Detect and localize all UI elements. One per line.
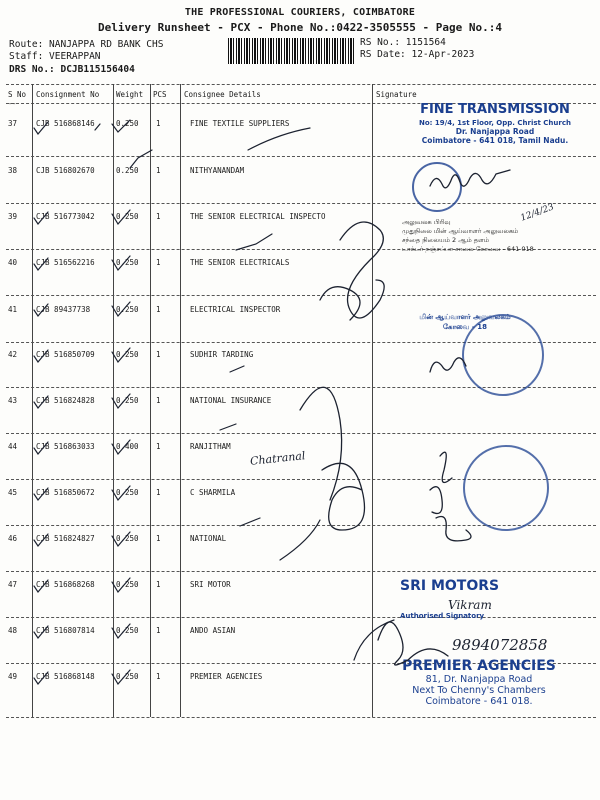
runsheet-title: Delivery Runsheet - PCX - Phone No.:0422-3505555 - Page No.:4	[98, 21, 502, 34]
drs-number: DRS No.: DCJB115156404	[9, 64, 135, 75]
row-pcs: 1	[156, 626, 161, 635]
row-consignment: CJB 516562216	[36, 258, 95, 267]
row-pcs: 1	[156, 119, 161, 128]
row-consignee: ELECTRICAL INSPECTOR	[190, 305, 281, 314]
col-signature: Signature	[376, 90, 417, 99]
stamp-line: அலுவலக பிரிவு	[402, 218, 451, 226]
signature	[320, 287, 360, 320]
tick-mark	[34, 304, 48, 316]
row-weight: 0.400	[116, 442, 139, 451]
row-sno: 44	[8, 442, 18, 451]
row-sno: 37	[8, 119, 18, 128]
col-consignee: Consignee Details	[184, 90, 261, 99]
row-consignee: NATIONAL	[190, 534, 227, 543]
row-consignee: PREMIER AGENCIES	[190, 672, 263, 681]
row-consignment: CJB 516850672	[36, 488, 95, 497]
signature	[340, 222, 384, 318]
tick-mark	[112, 532, 130, 546]
tick-mark	[34, 396, 48, 408]
signature	[322, 463, 365, 530]
stamp-line: Next To Chenny's Chambers	[412, 685, 546, 696]
tick-mark	[354, 620, 394, 660]
row-consignment: CJB 516824827	[36, 534, 95, 543]
tick-mark	[248, 128, 310, 150]
stamp-line: No: 19/4, 1st Floor, Opp. Christ Church	[419, 119, 571, 127]
stamp-line: Coimbatore - 641 018.	[425, 696, 533, 707]
handwritten-phone: 9894072858	[452, 636, 548, 654]
row-consignment: CJB 516802670	[36, 166, 95, 175]
row-pcs: 1	[156, 672, 161, 681]
tick-mark	[230, 366, 244, 372]
row-sno: 38	[8, 166, 18, 175]
tick-mark	[34, 258, 48, 270]
tick-mark	[34, 580, 48, 592]
row-weight: 0.250	[116, 534, 139, 543]
row-consignment: CJB 516773042	[36, 212, 95, 221]
row-pcs: 1	[156, 442, 161, 451]
tick-mark	[34, 534, 48, 546]
row-sno: 46	[8, 534, 18, 543]
tick-mark	[112, 256, 130, 270]
tick-mark	[240, 518, 260, 526]
tick-mark	[112, 120, 130, 132]
stamp-name: SRI MOTORS	[400, 578, 500, 594]
row-pcs: 1	[156, 350, 161, 359]
rs-date: RS Date: 12-Apr-2023	[360, 49, 475, 60]
row-consignment: CJB 516807814	[36, 626, 95, 635]
tick-mark	[34, 122, 48, 134]
tick-mark	[112, 348, 130, 362]
row-weight: 0.250	[116, 305, 139, 314]
tick-mark	[112, 302, 130, 316]
row-consignment: CJB 516863033	[36, 442, 95, 451]
row-weight: 0.250	[116, 258, 139, 267]
handwritten-date: 12/4/23	[519, 202, 556, 224]
signature	[378, 622, 448, 665]
tick-mark	[112, 210, 130, 224]
row-consignee: ANDO ASIAN	[190, 626, 236, 635]
row-pcs: 1	[156, 166, 161, 175]
tick-mark	[130, 150, 152, 168]
row-weight: 0.250	[116, 672, 139, 681]
row-weight: 0.250	[116, 350, 139, 359]
staff-label: Staff: VEERAPPAN	[9, 51, 101, 62]
stamp-line: Dr. Nanjappa Road	[455, 127, 535, 136]
col-weight: Weight	[116, 90, 144, 99]
row-consignment: CJB 516868146	[36, 119, 95, 128]
row-pcs: 1	[156, 258, 161, 267]
row-weight: 0.250	[116, 488, 139, 497]
col-sno-marker: --	[8, 100, 17, 108]
row-consignee: SUDHIR TARDING	[190, 350, 254, 359]
signature	[430, 358, 466, 372]
tick-mark	[112, 624, 130, 638]
route-label: Route: NANJAPPA RD BANK CHS	[9, 39, 164, 50]
signature	[300, 387, 342, 500]
row-consignee: NATIONAL INSURANCE	[190, 396, 272, 405]
row-consignee: THE SENIOR ELECTRICAL INSPECTO	[190, 212, 326, 221]
signature	[430, 170, 510, 188]
tick-mark	[112, 440, 130, 454]
row-pcs: 1	[156, 488, 161, 497]
row-weight: 0.250	[116, 212, 139, 221]
tick-mark	[236, 234, 272, 250]
row-sno: 43	[8, 396, 18, 405]
stamp-line: Authorised Signatory	[400, 612, 485, 620]
row-pcs: 1	[156, 534, 161, 543]
handwritten-name: Vikram	[448, 598, 492, 612]
row-weight: 0.250	[116, 119, 139, 128]
row-sno: 48	[8, 626, 18, 635]
stamp-line: கோவை - 18	[443, 323, 487, 331]
row-sno: 49	[8, 672, 18, 681]
row-pcs: 1	[156, 305, 161, 314]
tick-mark	[220, 424, 236, 430]
tick-mark	[112, 670, 130, 684]
signature	[430, 487, 442, 514]
row-weight: 0.250	[116, 396, 139, 405]
signature	[440, 452, 452, 482]
tick-mark	[112, 394, 130, 408]
row-sno: 45	[8, 488, 18, 497]
row-sno: 41	[8, 305, 18, 314]
row-pcs: 1	[156, 396, 161, 405]
row-consignment: CJB 89437738	[36, 305, 91, 314]
row-consignment: CJB 516850709	[36, 350, 95, 359]
tick-mark	[34, 626, 48, 638]
company-title: THE PROFESSIONAL COURIERS, COIMBATORE	[184, 7, 416, 18]
row-consignment: CJB 516868268	[36, 580, 95, 589]
tick-mark	[34, 212, 48, 224]
tick-mark	[34, 442, 48, 454]
stamp-line: 81, Dr. Nanjappa Road	[425, 674, 533, 685]
row-sno: 40	[8, 258, 18, 267]
row-consignee: FINE TEXTILE SUPPLIERS	[190, 119, 290, 128]
handwritten-note: Chatranal	[249, 449, 306, 468]
col-pcs: PCS	[153, 90, 167, 99]
row-pcs: 1	[156, 580, 161, 589]
row-weight: 0.250	[116, 580, 139, 589]
rs-number: RS No.: 1151564	[360, 37, 446, 48]
row-sno: 42	[8, 350, 18, 359]
row-consignment: CJB 516824828	[36, 396, 95, 405]
tick-mark	[95, 124, 100, 130]
row-consignee: C SHARMILA	[190, 488, 236, 497]
row-consignee: THE SENIOR ELECTRICALS	[190, 258, 290, 267]
row-pcs: 1	[156, 212, 161, 221]
col-sno: S No	[8, 90, 27, 99]
col-consignment: Consignment No	[36, 90, 100, 99]
row-consignee: SRI MOTOR	[190, 580, 231, 589]
tick-mark	[112, 486, 130, 500]
row-weight: 0.250	[116, 166, 139, 175]
row-consignee: RANJITHAM	[190, 442, 231, 451]
stamp-line: Coimbatore - 641 018, Tamil Nadu.	[421, 136, 569, 145]
row-weight: 0.250	[116, 626, 139, 635]
row-sno: 47	[8, 580, 18, 589]
row-consignee: NITHYANANDAM	[190, 166, 245, 175]
tick-mark	[34, 672, 48, 684]
tick-mark	[280, 520, 320, 560]
stamp-name: FINE TRANSMISSION	[420, 102, 570, 117]
stamp-line: மின் ஆய்வாளர் அலுவலகம்	[419, 313, 511, 321]
row-consignment: CJB 516868148	[36, 672, 95, 681]
stamp-line: முதுநிலை மின் ஆய்வாளர் அலுவலகம்	[402, 227, 519, 235]
stamp-line: டாக்டர் நஞ்சப்பா சாலை கோவை - 641 018	[402, 245, 534, 253]
signature	[436, 517, 471, 541]
tick-mark	[112, 578, 130, 592]
stamp-name: PREMIER AGENCIES	[402, 658, 556, 674]
row-sno: 39	[8, 212, 18, 221]
tick-mark	[34, 350, 48, 362]
stamp-line: சந்தை நிலையம் 2 ஆம் தளம்	[402, 236, 490, 244]
tick-mark	[34, 488, 48, 500]
